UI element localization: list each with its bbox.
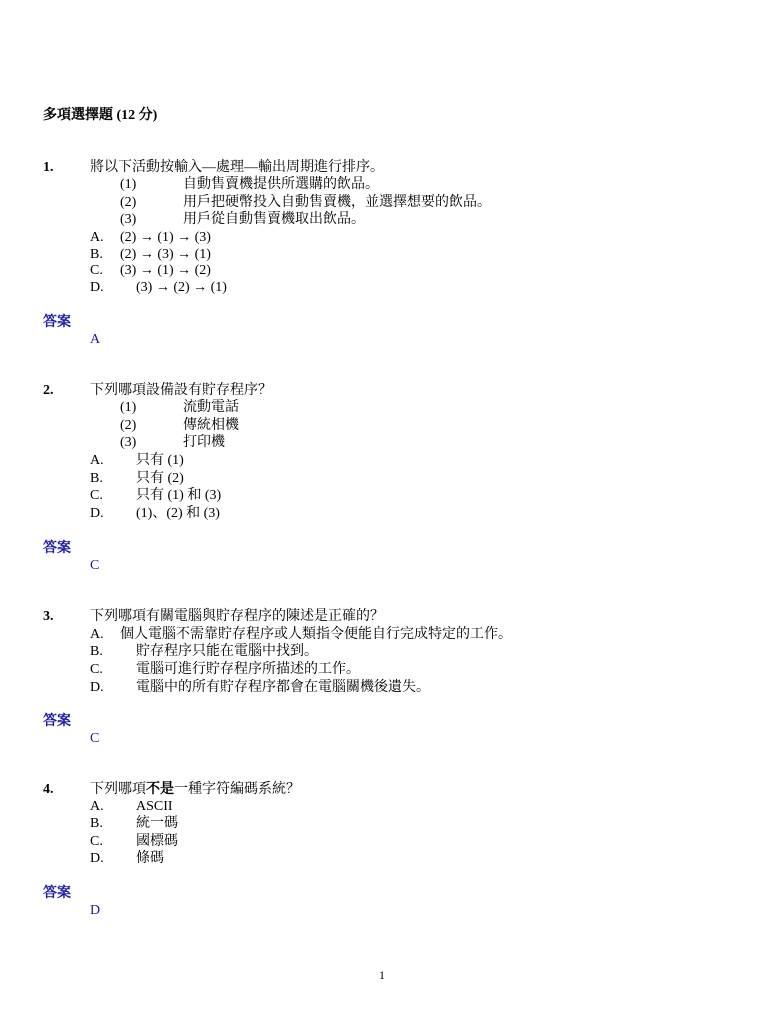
answer-value: C: [90, 558, 100, 573]
answer-label: 答案: [43, 315, 71, 330]
answer-value: C: [90, 731, 100, 746]
option-letter: B.: [90, 247, 103, 262]
option-letter: B.: [90, 816, 103, 831]
item-text: 用戶從自動售賣機取出飲品。: [183, 212, 365, 227]
stem-emphasis: 不是: [146, 782, 174, 797]
section-title: 多項選擇題 (12 分): [43, 108, 158, 123]
item-text: 用戶把硬幣投入自動售賣機，並選擇想要的飲品。: [183, 195, 491, 210]
option-letter: C.: [90, 263, 103, 278]
option-letter: D.: [90, 680, 104, 695]
question-number: 2.: [43, 383, 54, 398]
option-letter: C.: [90, 834, 103, 849]
page-number: 1: [379, 968, 385, 982]
option-text: 只有 (1): [136, 453, 184, 468]
item-number: (3): [120, 212, 137, 227]
item-number: (3): [120, 435, 137, 450]
answer-label: 答案: [43, 714, 71, 729]
option-text: 條碼: [136, 851, 164, 866]
item-number: (1): [120, 400, 137, 415]
stem-text: 一種字符編碼系統？: [174, 782, 300, 797]
stem-text: 下列哪項: [90, 782, 146, 797]
option-letter: A.: [90, 230, 104, 245]
item-number: (2): [120, 195, 137, 210]
item-text: 傳統相機: [183, 418, 239, 433]
option-text: 個人電腦不需靠貯存程序或人類指令便能自行完成特定的工作。: [120, 627, 512, 642]
question-stem: 下列哪項有關電腦與貯存程序的陳述是正確的？: [90, 609, 384, 624]
option-text: 統一碼: [136, 816, 178, 831]
option-letter: A.: [90, 799, 104, 814]
option-text: 只有 (1) 和 (3): [136, 488, 222, 503]
option-text: 電腦可進行貯存程序所描述的工作。: [136, 662, 360, 677]
option-letter: D.: [90, 851, 104, 866]
question-number: 1.: [43, 160, 54, 175]
question-stem: 下列哪項設備設有貯存程序？: [90, 383, 272, 398]
option-letter: A.: [90, 453, 104, 468]
option-text: 國標碼: [136, 834, 178, 849]
option-letter: D.: [90, 506, 104, 521]
option-text: ASCII: [136, 799, 173, 814]
option-text: (3) → (2) → (1): [136, 280, 227, 295]
option-text: 只有 (2): [136, 471, 184, 486]
question-number: 3.: [43, 609, 54, 624]
option-letter: D.: [90, 280, 104, 295]
option-text: (2) → (3) → (1): [120, 247, 211, 262]
option-letter: B.: [90, 644, 103, 659]
option-text: 電腦中的所有貯存程序都會在電腦關機後遺失。: [136, 680, 430, 695]
item-text: 流動電話: [183, 400, 239, 415]
option-text: (2) → (1) → (3): [120, 230, 211, 245]
option-text: (3) → (1) → (2): [120, 263, 211, 278]
option-letter: B.: [90, 471, 103, 486]
question-number: 4.: [43, 782, 54, 797]
answer-value: A: [90, 332, 101, 347]
option-letter: C.: [90, 662, 103, 677]
answer-value: D: [90, 903, 101, 918]
question-stem: 將以下活動按輸入—處理—輸出周期進行排序。: [90, 160, 384, 175]
answer-label: 答案: [43, 886, 71, 901]
option-letter: C.: [90, 488, 103, 503]
question-stem: [90, 781, 300, 798]
answer-label: 答案: [43, 541, 71, 556]
option-text: (1)、(2) 和 (3): [136, 506, 220, 521]
option-text: 貯存程序只能在電腦中找到。: [136, 644, 318, 659]
item-text: 自動售賣機提供所選購的飲品。: [183, 177, 379, 192]
item-text: 打印機: [183, 435, 225, 450]
item-number: (1): [120, 177, 137, 192]
item-number: (2): [120, 418, 137, 433]
option-letter: A.: [90, 627, 104, 642]
